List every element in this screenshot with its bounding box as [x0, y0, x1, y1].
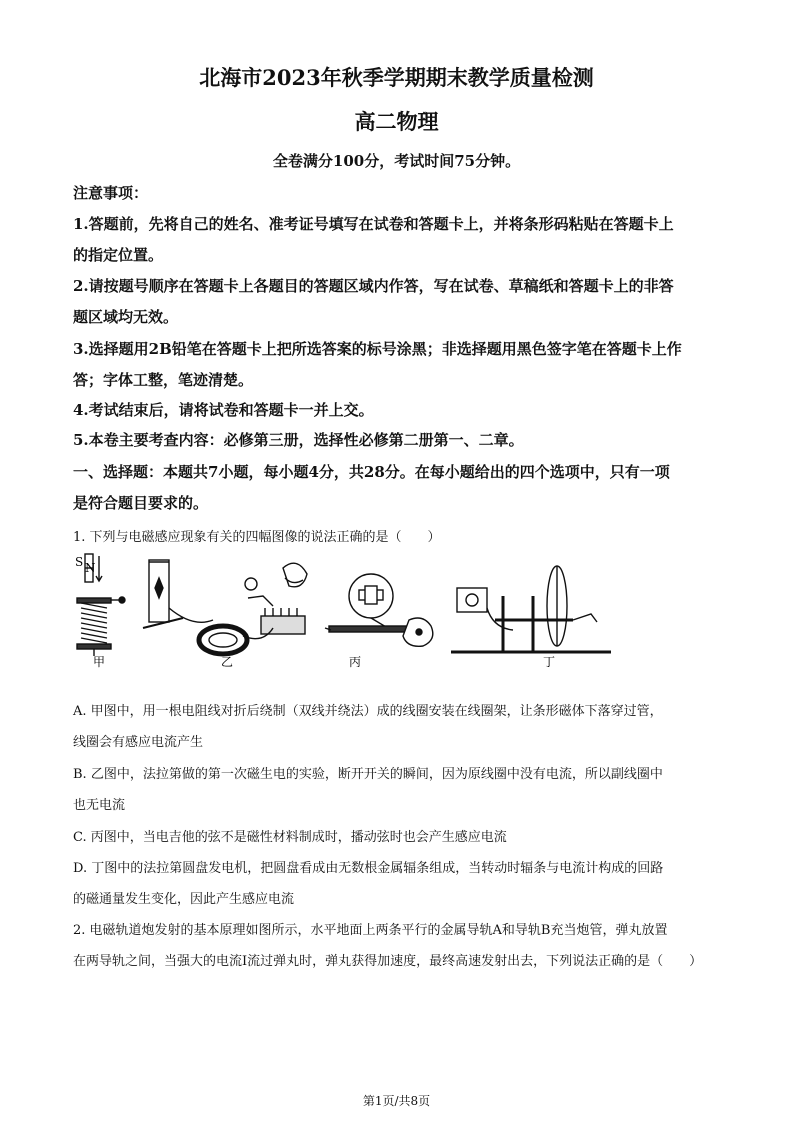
page-number: 第1页/共8页 [362, 1094, 431, 1108]
option-b-cont: 也无电流 [73, 798, 126, 813]
section-heading-cont: 是符合题目要求的。 [73, 494, 209, 512]
note-line: 的指定位置。 [73, 246, 164, 264]
option-a-cont: 线圈会有感应电流产生 [73, 735, 204, 750]
figure-label-jia: 甲 [93, 655, 106, 669]
exam-info: 全卷满分100分，考试时间75分钟。 [272, 152, 521, 170]
note-line: 1.答题前，先将自己的姓名、准考证号填写在试卷和答题卡上，并将条形码粘贴在答题卡上 [73, 215, 674, 233]
option-d-cont: 的磁通量发生变化，因此产生感应电流 [73, 892, 295, 907]
note-line: 答；字体工整，笔迹清楚。 [73, 371, 254, 389]
option-d: D. 丁图中的法拉第圆盘发电机，把圆盘看成由无数根金属辐条组成，当转动时辐条与电流计构成的回路 [73, 861, 664, 876]
figure-label-yi: 乙 [221, 655, 234, 669]
figure-label-bing: 丙 [349, 655, 362, 669]
figure-yi [143, 560, 307, 654]
option-b: B. 乙图中，法拉第做的第一次磁生电的实验，断开开关的瞬间，因为原线圈中没有电流，所以副线圈中 [73, 767, 663, 782]
note-line: 题区域均无效。 [73, 308, 179, 326]
magnet-s-label: S [75, 555, 84, 569]
question-2-stem-cont: 在两导轨之间，当强大的电流I流过弹丸时，弹丸获得加速度，最终高速发射出去，下列说法正确的是（ ） [73, 954, 703, 969]
question-2-stem: 2. 电磁轨道炮发射的基本原理如图所示，水平地面上两条平行的金属导轨A和导轨B充当炮管，弹丸放置 [73, 923, 668, 938]
note-line: 3.选择题用2B铅笔在答题卡上把所选答案的标号涂黑；非选择题用黑色签字笔在答题卡上作 [73, 340, 682, 358]
note-line: 4.考试结束后，请将试卷和答题卡一并上交。 [73, 401, 374, 419]
section-heading: 一、选择题：本题共7小题，每小题4分，共28分。在每小题给出的四个选项中，只有一项 [73, 463, 670, 481]
notes-heading: 注意事项： [73, 184, 149, 202]
exam-title: 北海市2023年秋季学期期末教学质量检测 [199, 65, 594, 90]
figure-label-ding: 丁 [543, 655, 556, 669]
option-c: C. 丙图中，当电吉他的弦不是磁性材料制成时，播动弦时也会产生感应电流 [73, 830, 507, 845]
question-1-stem: 1. 下列与电磁感应现象有关的四幅图像的说法正确的是（ ） [73, 530, 441, 545]
figure-ding [451, 566, 611, 652]
note-line: 2.请按题号顺序在答题卡上各题目的答题区域内作答，写在试卷、草稿纸和答题卡上的非答 [73, 277, 674, 295]
question-1-figure [73, 548, 618, 670]
exam-subject: 高二物理 [354, 109, 439, 134]
magnet-n-label: N [85, 561, 96, 575]
note-line: 5.本卷主要考查内容：必修第三册，选择性必修第二册第一、二章。 [73, 431, 524, 449]
option-a: A. 甲图中，用一根电阻线对折后绕制（双线并绕法）成的线圈安装在线圈架，让条形磁体下落穿过管， [73, 704, 663, 719]
figure-bing [325, 574, 433, 646]
